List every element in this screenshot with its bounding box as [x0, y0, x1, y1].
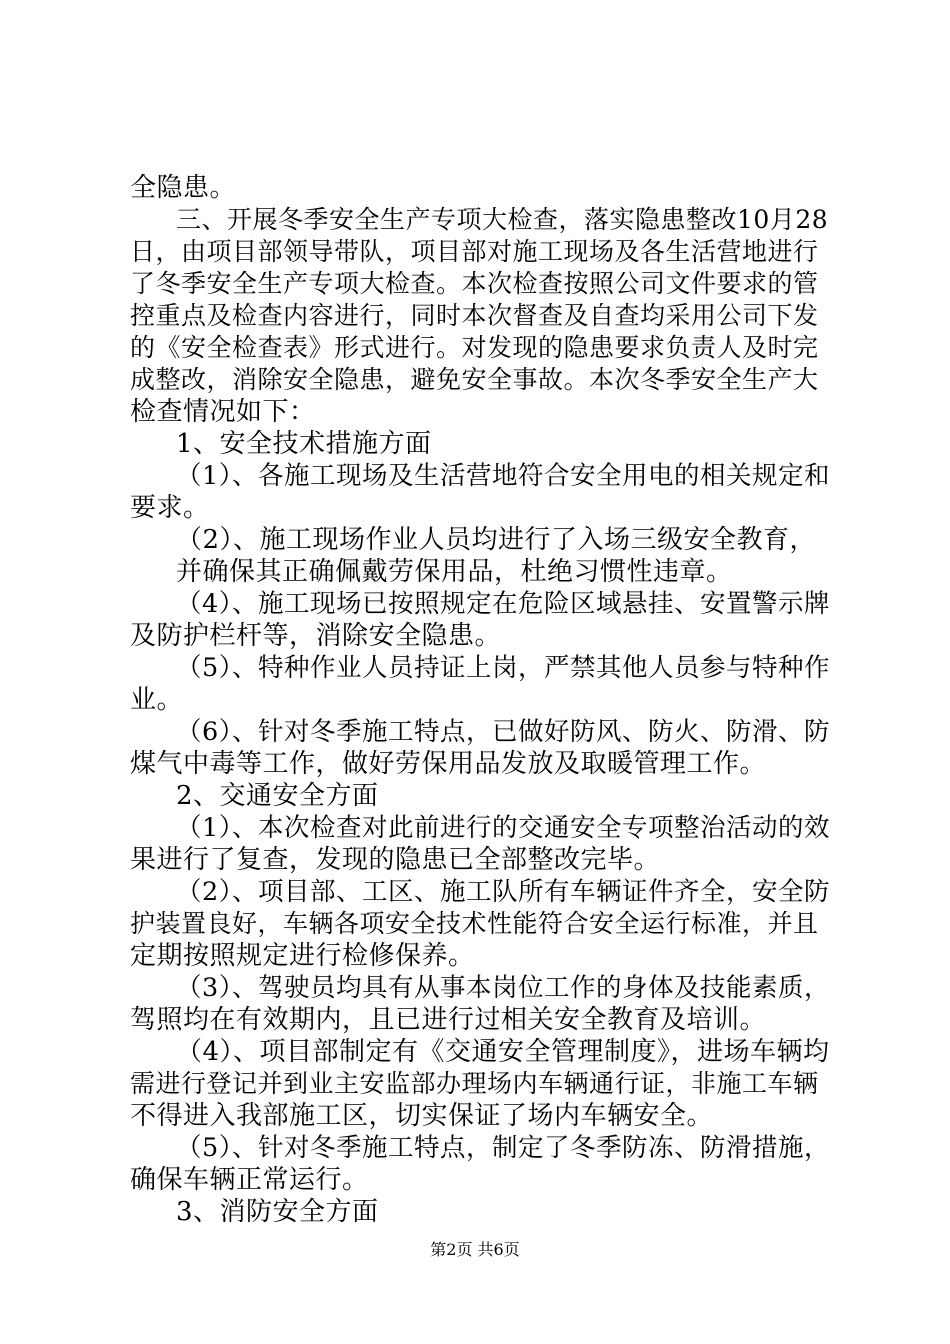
- text-line: 并确保其正确佩戴劳保用品，杜绝习惯性违章。: [176, 557, 733, 587]
- text-line: 三、开展冬季安全生产专项大检查，落实隐患整改10月28: [176, 205, 829, 234]
- text-line: 检查情况如下：: [130, 397, 316, 427]
- section-heading: 1、安全技术措施方面: [176, 429, 432, 459]
- text-line: 护装置良好，车辆各项安全技术性能符合安全运行标准，并且: [130, 909, 819, 938]
- text-line: 要求。: [130, 493, 210, 523]
- text-line: （4）、项目部制定有《交通安全管理制度》，进场车辆均: [176, 1037, 830, 1067]
- text-line: （2）、施工现场作业人员均进行了入场三级安全教育，: [176, 525, 817, 555]
- text-line: （6）、针对冬季施工特点，已做好防风、防火、防滑、防: [176, 717, 830, 747]
- text-line: （4）、施工现场已按照规定在危险区域悬挂、安置警示牌: [176, 589, 830, 619]
- text-line: 日，由项目部领导带队，项目部对施工现场及各生活营地进行: [130, 237, 819, 266]
- text-line: （3）、驾驶员均具有从事本岗位工作的身体及技能素质，: [176, 973, 830, 1003]
- text-line: 业。: [130, 685, 184, 715]
- text-line: （5）、特种作业人员持证上岗，严禁其他人员参与特种作: [176, 653, 830, 683]
- text-line: 了冬季安全生产专项大检查。本次检查按照公司文件要求的管: [130, 269, 819, 298]
- text-line: 及防护栏杆等，消除安全隐患。: [130, 621, 502, 651]
- section-heading: 2、交通安全方面: [176, 781, 379, 811]
- text-line: 不得进入我部施工区，切实保证了场内车辆安全。: [130, 1101, 714, 1131]
- text-line: （1）、本次检查对此前进行的交通安全专项整治活动的效: [176, 813, 830, 843]
- text-line: （2）、项目部、工区、施工队所有车辆证件齐全，安全防: [176, 877, 830, 907]
- text-line: 控重点及检查内容进行，同时本次督查及自查均采用公司下发: [130, 301, 819, 330]
- text-line: 成整改，消除安全隐患，避免安全事故。本次冬季安全生产大: [130, 365, 819, 394]
- text-line: 确保车辆正常运行。: [130, 1165, 369, 1195]
- text-line: 定期按照规定进行检修保养。: [130, 941, 475, 971]
- text-line: 果进行了复查，发现的隐患已全部整改完毕。: [130, 845, 661, 875]
- text-line: 煤气中毒等工作，做好劳保用品发放及取暖管理工作。: [130, 749, 767, 779]
- text-line: 的《安全检查表》形式进行。对发现的隐患要求负责人及时完: [130, 333, 819, 362]
- page-number-footer: 第2页 共6页: [430, 1240, 520, 1259]
- text-line: 全隐患。: [130, 173, 237, 203]
- text-line: 需进行登记并到业主安监部办理场内车辆通行证，非施工车辆: [130, 1069, 819, 1098]
- text-line: （5）、针对冬季施工特点，制定了冬季防冻、防滑措施，: [176, 1133, 830, 1163]
- text-line: 驾照均在有效期内，且已进行过相关安全教育及培训。: [130, 1005, 767, 1035]
- section-heading: 3、消防安全方面: [176, 1197, 379, 1227]
- text-line: （1）、各施工现场及生活营地符合安全用电的相关规定和: [176, 461, 830, 491]
